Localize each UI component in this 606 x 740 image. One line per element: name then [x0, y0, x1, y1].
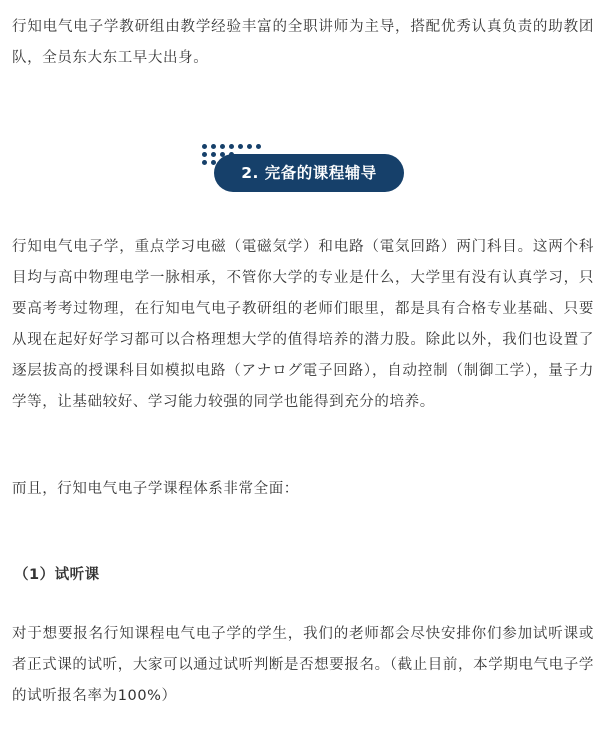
section-banner [198, 138, 406, 198]
course-system-intro: 而且，行知电气电子学课程体系非常全面： [12, 481, 299, 497]
section-title: 2. 完备的课程辅导 [214, 154, 404, 192]
course-description-paragraph: 行知电气电子学，重点学习电磁（電磁気学）和电路（電気回路）两门科目。这两个科目均与高中物理电学一脉相承，不管你大学的专业是什么，大学里有没有认真学习，只要高考考过物理，在行知电气电子教研组的老师们眼里，都是具有合格专业基础、只要从现在起好好学习都可以合格理想大学的值得培养的潜力股。除此以外，我们也设置了逐层拔高的授课科目如模拟电路（アナログ電子回路），自动控制（制御工学），量子力学等，让基础较好、学习能力较强的同学也能得到充分的培养。 [12, 239, 594, 410]
trial-class-heading: （1）试听课 [14, 567, 100, 583]
trial-class-paragraph: 对于想要报名行知课程电气电子学的学生，我们的老师都会尽快安排你们参加试听课或者正式课的试听，大家可以通过试听判断是否想要报名。（截止目前，本学期电气电子学的试听报名率为100%） [12, 626, 594, 704]
intro-paragraph: 行知电气电子学教研组由教学经验丰富的全职讲师为主导，搭配优秀认真负责的助教团队，全员东大东工早大出身。 [12, 19, 594, 66]
